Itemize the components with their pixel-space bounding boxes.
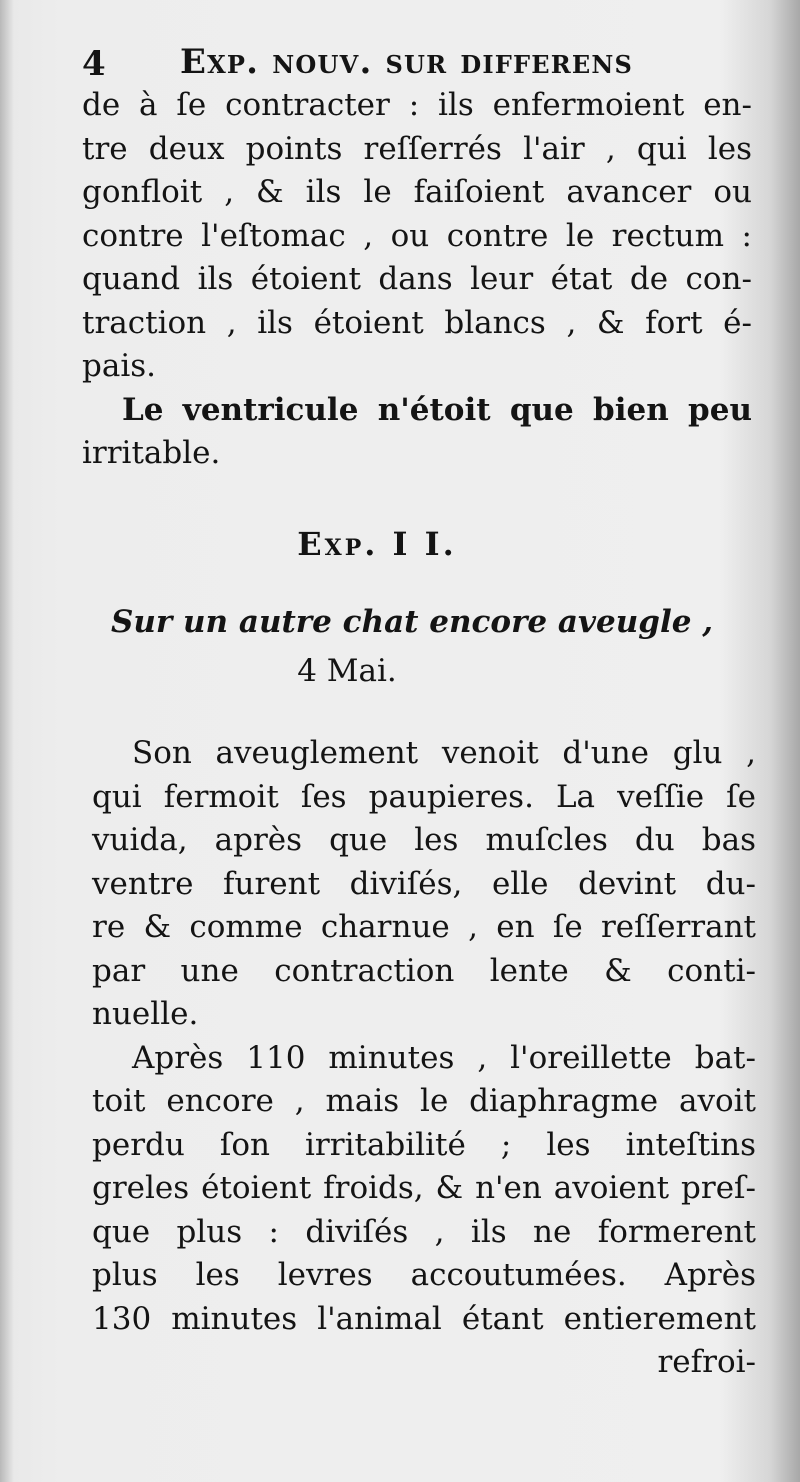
text-line: traction , ils étoient blancs , & fort é-: [82, 304, 752, 341]
text-line: vuida, après que les muſcles du bas: [92, 822, 756, 858]
text-line: Son aveuglement venoit d'une glu ,: [132, 735, 756, 771]
section-heading: Exp. I I.: [297, 525, 457, 563]
text-line: nuelle.: [92, 996, 199, 1032]
page-number: 4: [82, 44, 107, 84]
running-title: Exp. nouv. sur differens: [180, 42, 634, 82]
text-line: perdu ſon irritabilité ; les inteſtins: [92, 1126, 756, 1163]
text-line: gonfloit , & ils le faiſoient avancer ou: [82, 174, 752, 210]
text-line: de à ſe contracter : ils enfermoient en-: [82, 87, 752, 123]
text-line: re & comme charnue , en ſe reſſerrant: [92, 909, 756, 945]
text-line: toit encore , mais le diaphragme avoit: [92, 1083, 756, 1119]
text-line: qui fermoit ſes paupieres. La veſſie ſe: [92, 778, 756, 815]
text-line: tre deux points reſſerrés l'air , qui les: [82, 130, 752, 167]
page-header: [82, 38, 692, 84]
text-line: refroi-: [657, 1344, 756, 1380]
section-date: 4 Mai.: [297, 653, 397, 689]
paragraph-3: [92, 732, 756, 1385]
text-line: pais.: [82, 348, 157, 384]
text-line: contre l'eſtomac , ou contre le rectum :: [82, 217, 752, 254]
text-line: greles étoient froids, & n'en avoient preſ-: [92, 1170, 756, 1206]
text-line: par une contraction lente & conti-: [92, 952, 756, 989]
paragraph-1: [82, 84, 752, 476]
text-line: plus les levres accoutumées. Après: [92, 1257, 756, 1293]
section-subheading: Sur un autre chat encore aveugle ,: [110, 604, 714, 640]
text-line: ventre furent diviſés, elle devint du-: [92, 865, 756, 902]
text-line: quand ils étoient dans leur état de con-: [82, 261, 752, 297]
text-line: que plus : diviſés , ils ne formerent: [92, 1213, 756, 1250]
text-line: irritable.: [82, 435, 221, 471]
text-line: 130 minutes l'animal étant entierement: [92, 1300, 756, 1337]
text-line: Après 110 minutes , l'oreillette bat-: [132, 1039, 756, 1076]
text-line: Le ventricule n'étoit que bien peu: [122, 391, 752, 428]
